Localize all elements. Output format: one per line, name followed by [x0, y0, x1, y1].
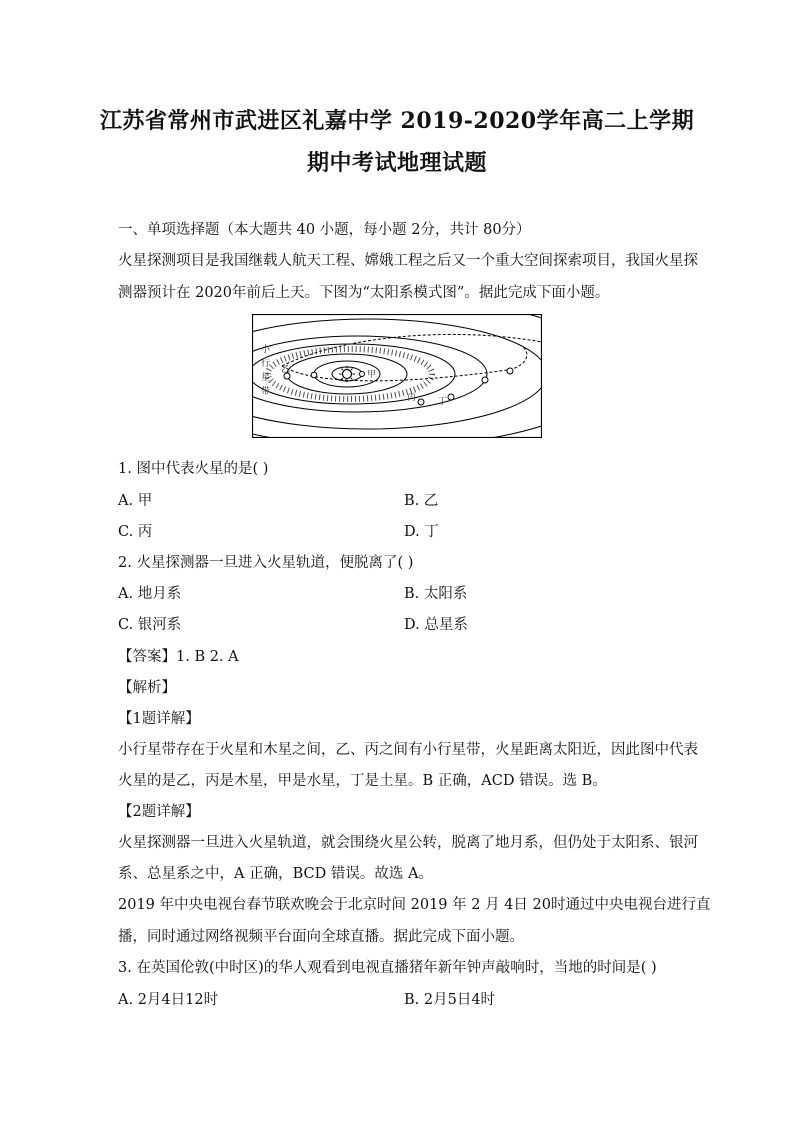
q2-option-a: A. 地月系 — [118, 586, 182, 602]
q1-option-b: B. 乙 — [404, 493, 439, 509]
document-title-line2: 期中考试地理试题 — [306, 150, 487, 176]
label-ding: 丁 — [438, 396, 448, 406]
detail1-heading: 【1题详解】 — [118, 711, 200, 727]
answer-line: 【答案】1. B 2. A — [118, 649, 239, 665]
intro2-line2: 播，同时通过网络视频平台面向全球直播。据此完成下面小题。 — [118, 929, 524, 945]
detail1-line2: 火星的是乙，丙是木星，甲是水星，丁是土星。B 正确，ACD 错误。选 B。 — [118, 773, 607, 789]
planet-ding — [448, 394, 454, 400]
q1-option-c: C. 丙 — [118, 524, 153, 540]
q1-option-d: D. 丁 — [404, 524, 439, 540]
intro1-line1: 火星探测项目是我国继载人航天工程、嫦娥工程之后又一个重大空间探索项目，我国火星探 — [118, 253, 698, 269]
label-yi: 乙 — [281, 364, 291, 374]
label-belt-1: 小 — [261, 344, 271, 354]
section-heading: 一、单项选择题（本大题共 40 小题，每小题 2分，共计 80分） — [118, 222, 531, 238]
diagram-frame — [253, 315, 542, 438]
label-belt-2: 行 — [261, 358, 271, 368]
q2-option-c: C. 银河系 — [118, 617, 182, 633]
solar-system-diagram — [252, 314, 542, 438]
label-belt-4: 带 — [261, 386, 271, 396]
q2-option-b: B. 太阳系 — [404, 586, 468, 602]
label-belt-3: 星 — [261, 372, 271, 382]
q3-option-a: A. 2月4日12时 — [118, 992, 219, 1008]
q2-option-d: D. 总星系 — [404, 617, 468, 633]
planet-inner — [311, 372, 317, 378]
detail2-heading: 【2题详解】 — [118, 804, 200, 820]
intro2-line1: 2019 年中央电视台春节联欢晚会于北京时间 2019 年 2 月 4日 20时通过中央电视台进行直 — [118, 897, 711, 913]
planet-outer2 — [507, 368, 513, 374]
detail1-line1: 小行星带存在于火星和木星之间，乙、丙之间有小行星带，火星距离太阳近，因此图中代表 — [118, 742, 698, 758]
q3-stem: 3. 在英国伦敦(中时区)的华人观看到电视直播猪年新年钟声敲响时，当地的时间是( ) — [118, 960, 657, 976]
planet-bing — [418, 399, 424, 405]
q1-stem: 1. 图中代表火星的是( ) — [118, 461, 269, 477]
q1-option-a: A. 甲 — [118, 493, 153, 509]
label-bing: 丙 — [407, 392, 417, 402]
planet-outer1 — [482, 377, 488, 383]
intro1-line2: 测器预计在 2020年前后上天。下图为“太阳系模式图”。据此完成下面小题。 — [118, 285, 610, 301]
document-title-line1: 江苏省常州市武进区礼嘉中学 2019-2020学年高二上学期 — [99, 108, 695, 134]
q2-stem: 2. 火星探测器一旦进入火星轨道，便脱离了( ) — [118, 555, 414, 571]
detail2-line1: 火星探测器一旦进入火星轨道，就会围绕火星公转，脱离了地月系，但仍处于太阳系、银河 — [118, 835, 698, 851]
q3-option-b: B. 2月5日4时 — [404, 992, 496, 1008]
detail2-line2: 系、总星系之中，A 正确，BCD 错误。故选 A。 — [118, 866, 433, 882]
analysis-heading: 【解析】 — [118, 680, 176, 696]
planet-jia — [360, 372, 365, 377]
label-jia: 甲 — [367, 369, 377, 379]
